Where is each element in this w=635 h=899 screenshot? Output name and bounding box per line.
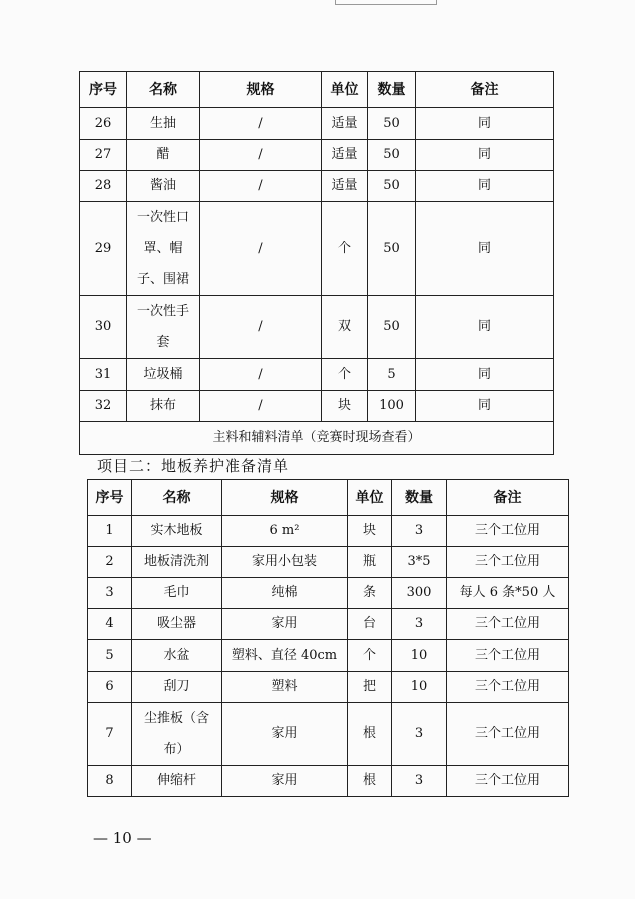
cell-unit: 根 [348, 766, 392, 797]
cell-quantity: 100 [368, 391, 416, 422]
header-quantity: 数量 [368, 72, 416, 108]
cell-quantity: 3 [392, 609, 447, 640]
table-row [80, 359, 554, 391]
cell-name: 一次性手套 [127, 296, 200, 359]
cell-remark: 三个工位用 [447, 640, 569, 672]
table-row [88, 516, 569, 547]
table-row [88, 703, 569, 766]
cell-name: 生抽 [127, 108, 200, 140]
cell-unit: 适量 [322, 140, 368, 171]
header-unit: 单位 [348, 480, 392, 516]
header-remark: 备注 [416, 72, 554, 108]
cell-remark: 三个工位用 [447, 703, 569, 766]
cell-quantity: 3 [392, 766, 447, 797]
cell-unit: 把 [348, 672, 392, 703]
header-unit: 单位 [322, 72, 368, 108]
table-row [88, 578, 569, 609]
cell-index: 27 [80, 140, 127, 171]
cell-index: 31 [80, 359, 127, 391]
cell-spec: / [200, 296, 322, 359]
table-row [80, 296, 554, 359]
cell-name: 刮刀 [132, 672, 222, 703]
table-row [80, 171, 554, 202]
cell-spec: 家用 [222, 766, 348, 797]
cell-unit: 块 [322, 391, 368, 422]
cell-unit: 双 [322, 296, 368, 359]
cell-index: 7 [88, 703, 132, 766]
cell-unit: 个 [348, 640, 392, 672]
cell-unit: 瓶 [348, 547, 392, 578]
cell-name: 抹布 [127, 391, 200, 422]
table-note: 主料和辅料清单（竞赛时现场查看） [80, 422, 554, 455]
header-name: 名称 [132, 480, 222, 516]
header-index: 序号 [88, 480, 132, 516]
cell-spec: / [200, 108, 322, 140]
cell-quantity: 5 [368, 359, 416, 391]
cell-quantity: 10 [392, 672, 447, 703]
header-index: 序号 [80, 72, 127, 108]
header-spec: 规格 [200, 72, 322, 108]
cell-unit: 个 [322, 359, 368, 391]
cell-spec: / [200, 140, 322, 171]
cell-quantity: 50 [368, 108, 416, 140]
header-remark: 备注 [447, 480, 569, 516]
supply-table-1 [79, 71, 554, 455]
cell-spec: 家用 [222, 609, 348, 640]
cell-remark: 同 [416, 171, 554, 202]
cell-index: 6 [88, 672, 132, 703]
table-row [80, 202, 554, 296]
header-name: 名称 [127, 72, 200, 108]
cell-name: 吸尘器 [132, 609, 222, 640]
supply-table-2 [87, 479, 569, 797]
cell-name: 垃圾桶 [127, 359, 200, 391]
cell-quantity: 3 [392, 516, 447, 547]
cell-index: 5 [88, 640, 132, 672]
cell-spec: / [200, 359, 322, 391]
cell-name: 地板清洗剂 [132, 547, 222, 578]
cell-index: 26 [80, 108, 127, 140]
cell-spec: / [200, 391, 322, 422]
cell-spec: / [200, 171, 322, 202]
cell-name: 一次性口罩、帽子、围裙 [127, 202, 200, 296]
table-row [88, 640, 569, 672]
cell-index: 1 [88, 516, 132, 547]
cell-unit: 台 [348, 609, 392, 640]
cell-spec: / [200, 202, 322, 296]
cell-index: 28 [80, 171, 127, 202]
cell-remark: 同 [416, 108, 554, 140]
header-spec: 规格 [222, 480, 348, 516]
cell-quantity: 50 [368, 296, 416, 359]
cell-remark: 三个工位用 [447, 672, 569, 703]
cell-spec: 塑料 [222, 672, 348, 703]
table-header-row [80, 72, 554, 108]
cell-remark: 三个工位用 [447, 547, 569, 578]
cell-unit: 块 [348, 516, 392, 547]
cell-unit: 适量 [322, 171, 368, 202]
cell-spec: 纯棉 [222, 578, 348, 609]
cell-remark: 同 [416, 359, 554, 391]
page-top-mark [335, 0, 437, 5]
cell-name: 实木地板 [132, 516, 222, 547]
cell-name: 尘推板（含布） [132, 703, 222, 766]
cell-quantity: 3*5 [392, 547, 447, 578]
cell-name: 水盆 [132, 640, 222, 672]
cell-name: 毛巾 [132, 578, 222, 609]
cell-index: 30 [80, 296, 127, 359]
cell-name: 伸缩杆 [132, 766, 222, 797]
cell-name: 酱油 [127, 171, 200, 202]
cell-quantity: 300 [392, 578, 447, 609]
cell-spec: 家用小包装 [222, 547, 348, 578]
cell-remark: 同 [416, 140, 554, 171]
cell-quantity: 50 [368, 140, 416, 171]
table-header-row [88, 480, 569, 516]
cell-spec: 家用 [222, 703, 348, 766]
table-row [80, 108, 554, 140]
cell-index: 4 [88, 609, 132, 640]
cell-index: 32 [80, 391, 127, 422]
cell-quantity: 50 [368, 171, 416, 202]
table-row [80, 391, 554, 422]
section-title: 项目二：地板养护准备清单 [97, 457, 290, 475]
cell-remark: 三个工位用 [447, 516, 569, 547]
table-row [88, 609, 569, 640]
cell-remark: 同 [416, 391, 554, 422]
table-row [88, 766, 569, 797]
cell-remark: 同 [416, 296, 554, 359]
cell-unit: 根 [348, 703, 392, 766]
cell-index: 2 [88, 547, 132, 578]
header-quantity: 数量 [392, 480, 447, 516]
cell-index: 8 [88, 766, 132, 797]
cell-index: 29 [80, 202, 127, 296]
table-row [88, 547, 569, 578]
cell-quantity: 3 [392, 703, 447, 766]
table-row [88, 672, 569, 703]
cell-quantity: 50 [368, 202, 416, 296]
cell-spec: 塑料、直径 40cm [222, 640, 348, 672]
page-number: — 10 — [93, 829, 152, 847]
cell-name: 醋 [127, 140, 200, 171]
cell-spec: 6 m² [222, 516, 348, 547]
cell-quantity: 10 [392, 640, 447, 672]
cell-remark: 三个工位用 [447, 766, 569, 797]
table-row [80, 140, 554, 171]
cell-unit: 适量 [322, 108, 368, 140]
table-note-row [80, 422, 554, 455]
cell-remark: 三个工位用 [447, 609, 569, 640]
cell-unit: 条 [348, 578, 392, 609]
cell-remark: 每人 6 条*50 人 [447, 578, 569, 609]
cell-unit: 个 [322, 202, 368, 296]
cell-index: 3 [88, 578, 132, 609]
cell-remark: 同 [416, 202, 554, 296]
